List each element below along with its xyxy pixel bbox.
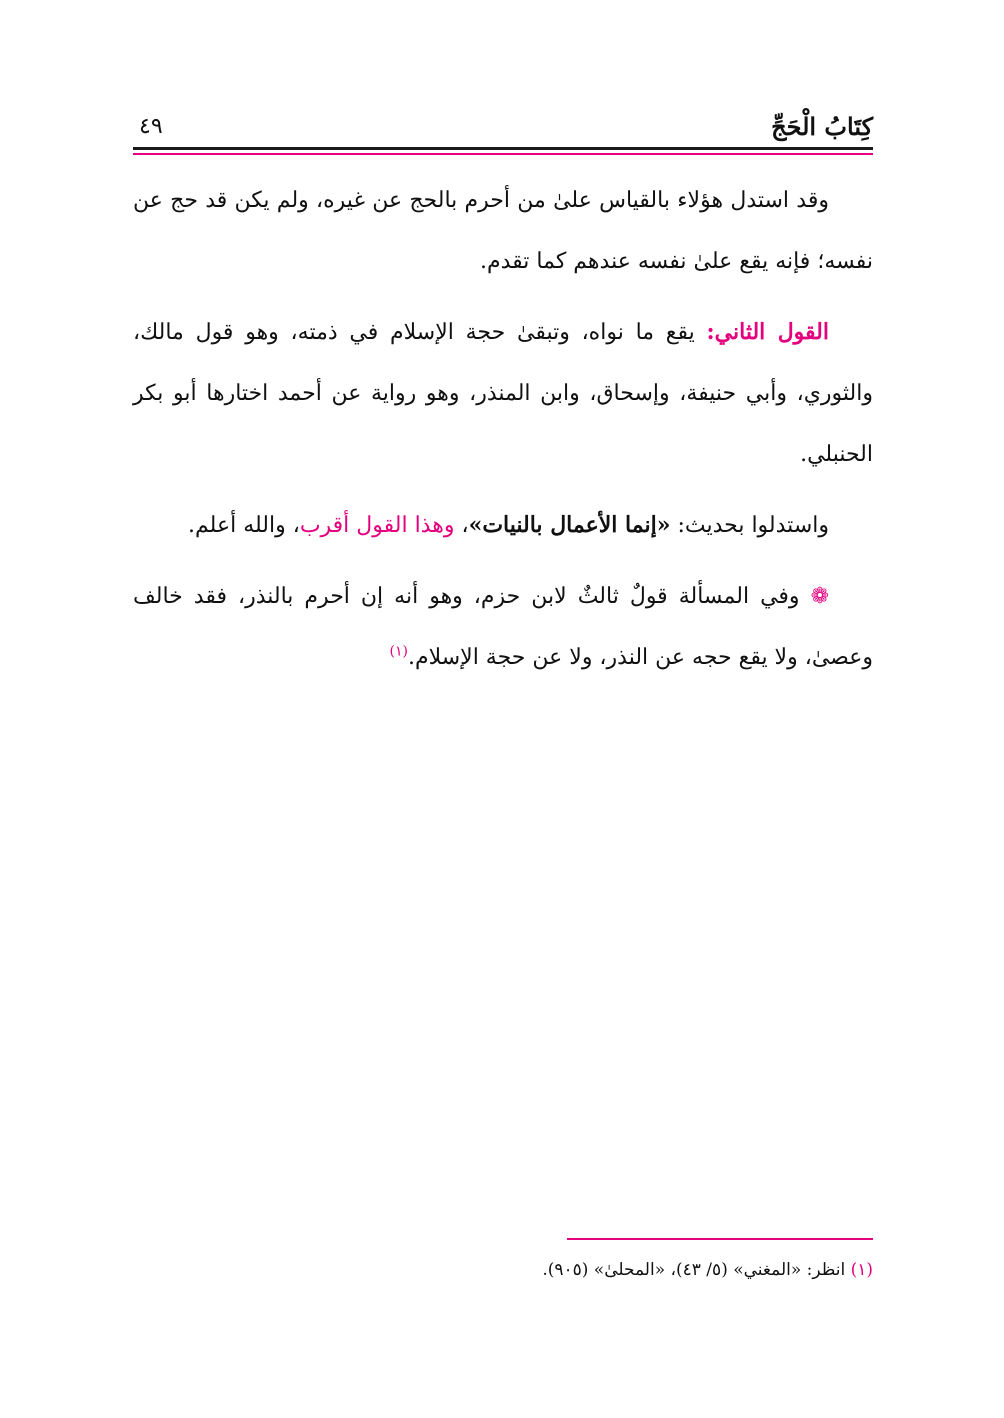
page-number: ٤٩ (139, 114, 163, 139)
header-accent-rule (133, 153, 873, 155)
footnote-text: انظر: «المغني» (٥/ ٤٣)، «المحلىٰ» (٩٠٥). (542, 1260, 851, 1280)
footnote-number: (١) (850, 1260, 873, 1280)
paragraph-1 (133, 170, 873, 292)
header-rule (133, 147, 873, 150)
preference-remark: وهذا القول أقرب (299, 513, 455, 538)
paragraph-4 (133, 566, 873, 688)
second-opinion-label: القول الثاني: (706, 319, 829, 345)
page-header (133, 104, 873, 148)
paragraph-3-suffix: ، والله أعلم. (188, 513, 300, 538)
flower-ornament-icon: ❁ (810, 584, 829, 609)
paragraph-3 (133, 495, 873, 556)
paragraph-3-separator: ، (454, 513, 469, 538)
hadith-quote: «إنما الأعمال بالنيات» (468, 512, 671, 538)
paragraph-2-text: يقع ما نواه، وتبقىٰ حجة الإسلام في ذمته، وهو قول مالك، والثوري، وأبي حنيفة، وإسحاق، وابن المنذر، وهو رواية عن أحمد اختارها أبو بكر الحنبلي. (133, 320, 873, 467)
footnote-rule (567, 1238, 873, 1240)
paragraph-2 (133, 302, 873, 485)
footnote-reference[interactable]: (١) (389, 643, 408, 660)
main-text (133, 170, 873, 698)
footnote (133, 1256, 873, 1284)
paragraph-3-prefix: واستدلوا بحديث: (670, 513, 829, 538)
paragraph-4-text: وفي المسألة قولٌ ثالثٌ لابن حزم، وهو أنه إن أحرم بالنذر، فقد خالف وعصىٰ، ولا يقع حجه عن النذر، ولا عن حجة الإسلام. (133, 584, 873, 670)
paragraph-1-text: وقد استدل هؤلاء بالقياس علىٰ من أحرم بالحج عن غيره، ولم يكن قد حج عن نفسه؛ فإنه يقع علىٰ نفسه عندهم كما تقدم. (133, 188, 873, 274)
book-title: كِتَابُ الْحَجِّ (771, 112, 873, 141)
